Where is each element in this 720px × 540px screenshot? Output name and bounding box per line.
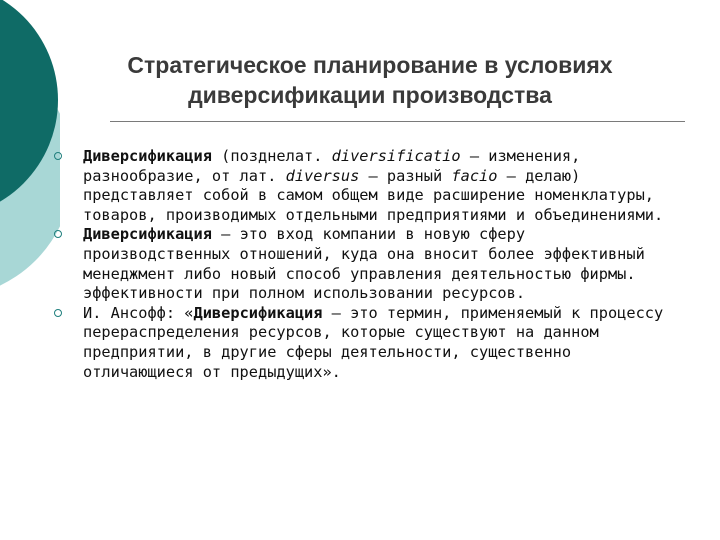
bullet-text: — делаю) представляет собой в самом общем виде расширение номенклатуры, товаров, производимых отдельными предприятиями и объединениями. [83,166,664,224]
title-divider [110,121,685,122]
bullet-item-2 [52,225,672,303]
title-line-1: Стратегическое планирование в условиях [127,52,613,78]
title-line-2: диверсификации производства [188,82,552,108]
bullet-list [52,147,672,382]
term-bold: Диверсификация [193,303,323,322]
circle-bullet-icon [54,152,62,160]
term-bold: Диверсификация [83,147,212,165]
circle-bullet-icon [54,230,62,238]
circle-bullet-icon [54,309,62,317]
latin-word: diversificatio [331,147,461,165]
bullet-text: — разный [359,166,452,185]
bullet-text: — это термин, применяемый к процессу перераспределения ресурсов, которые существуют на данном предприятии, в другие сферы деятельности, существенно отличающиеся от предыдущих». [83,303,664,381]
bullet-text: И. Ансофф: « [83,303,194,322]
bullet-text: (позднелат. [211,147,332,165]
bullet-item-1 [52,147,672,225]
latin-word: diversus [285,166,360,185]
term-bold: Диверсификация [83,225,212,244]
latin-word: facio [451,166,498,185]
bullet-text: — это вход компании в новую сферу производственных отношений, куда она вносит более эффективный менеджмент либо новый способ управления деятельностью фирмы. эффективности при полном использовании ресурсов. [83,225,645,303]
bullet-item-3 [52,304,672,382]
bullet-text: — изменения, разнообразие, от лат. [83,147,581,185]
decorative-circles [0,0,60,300]
slide-title [60,50,680,110]
